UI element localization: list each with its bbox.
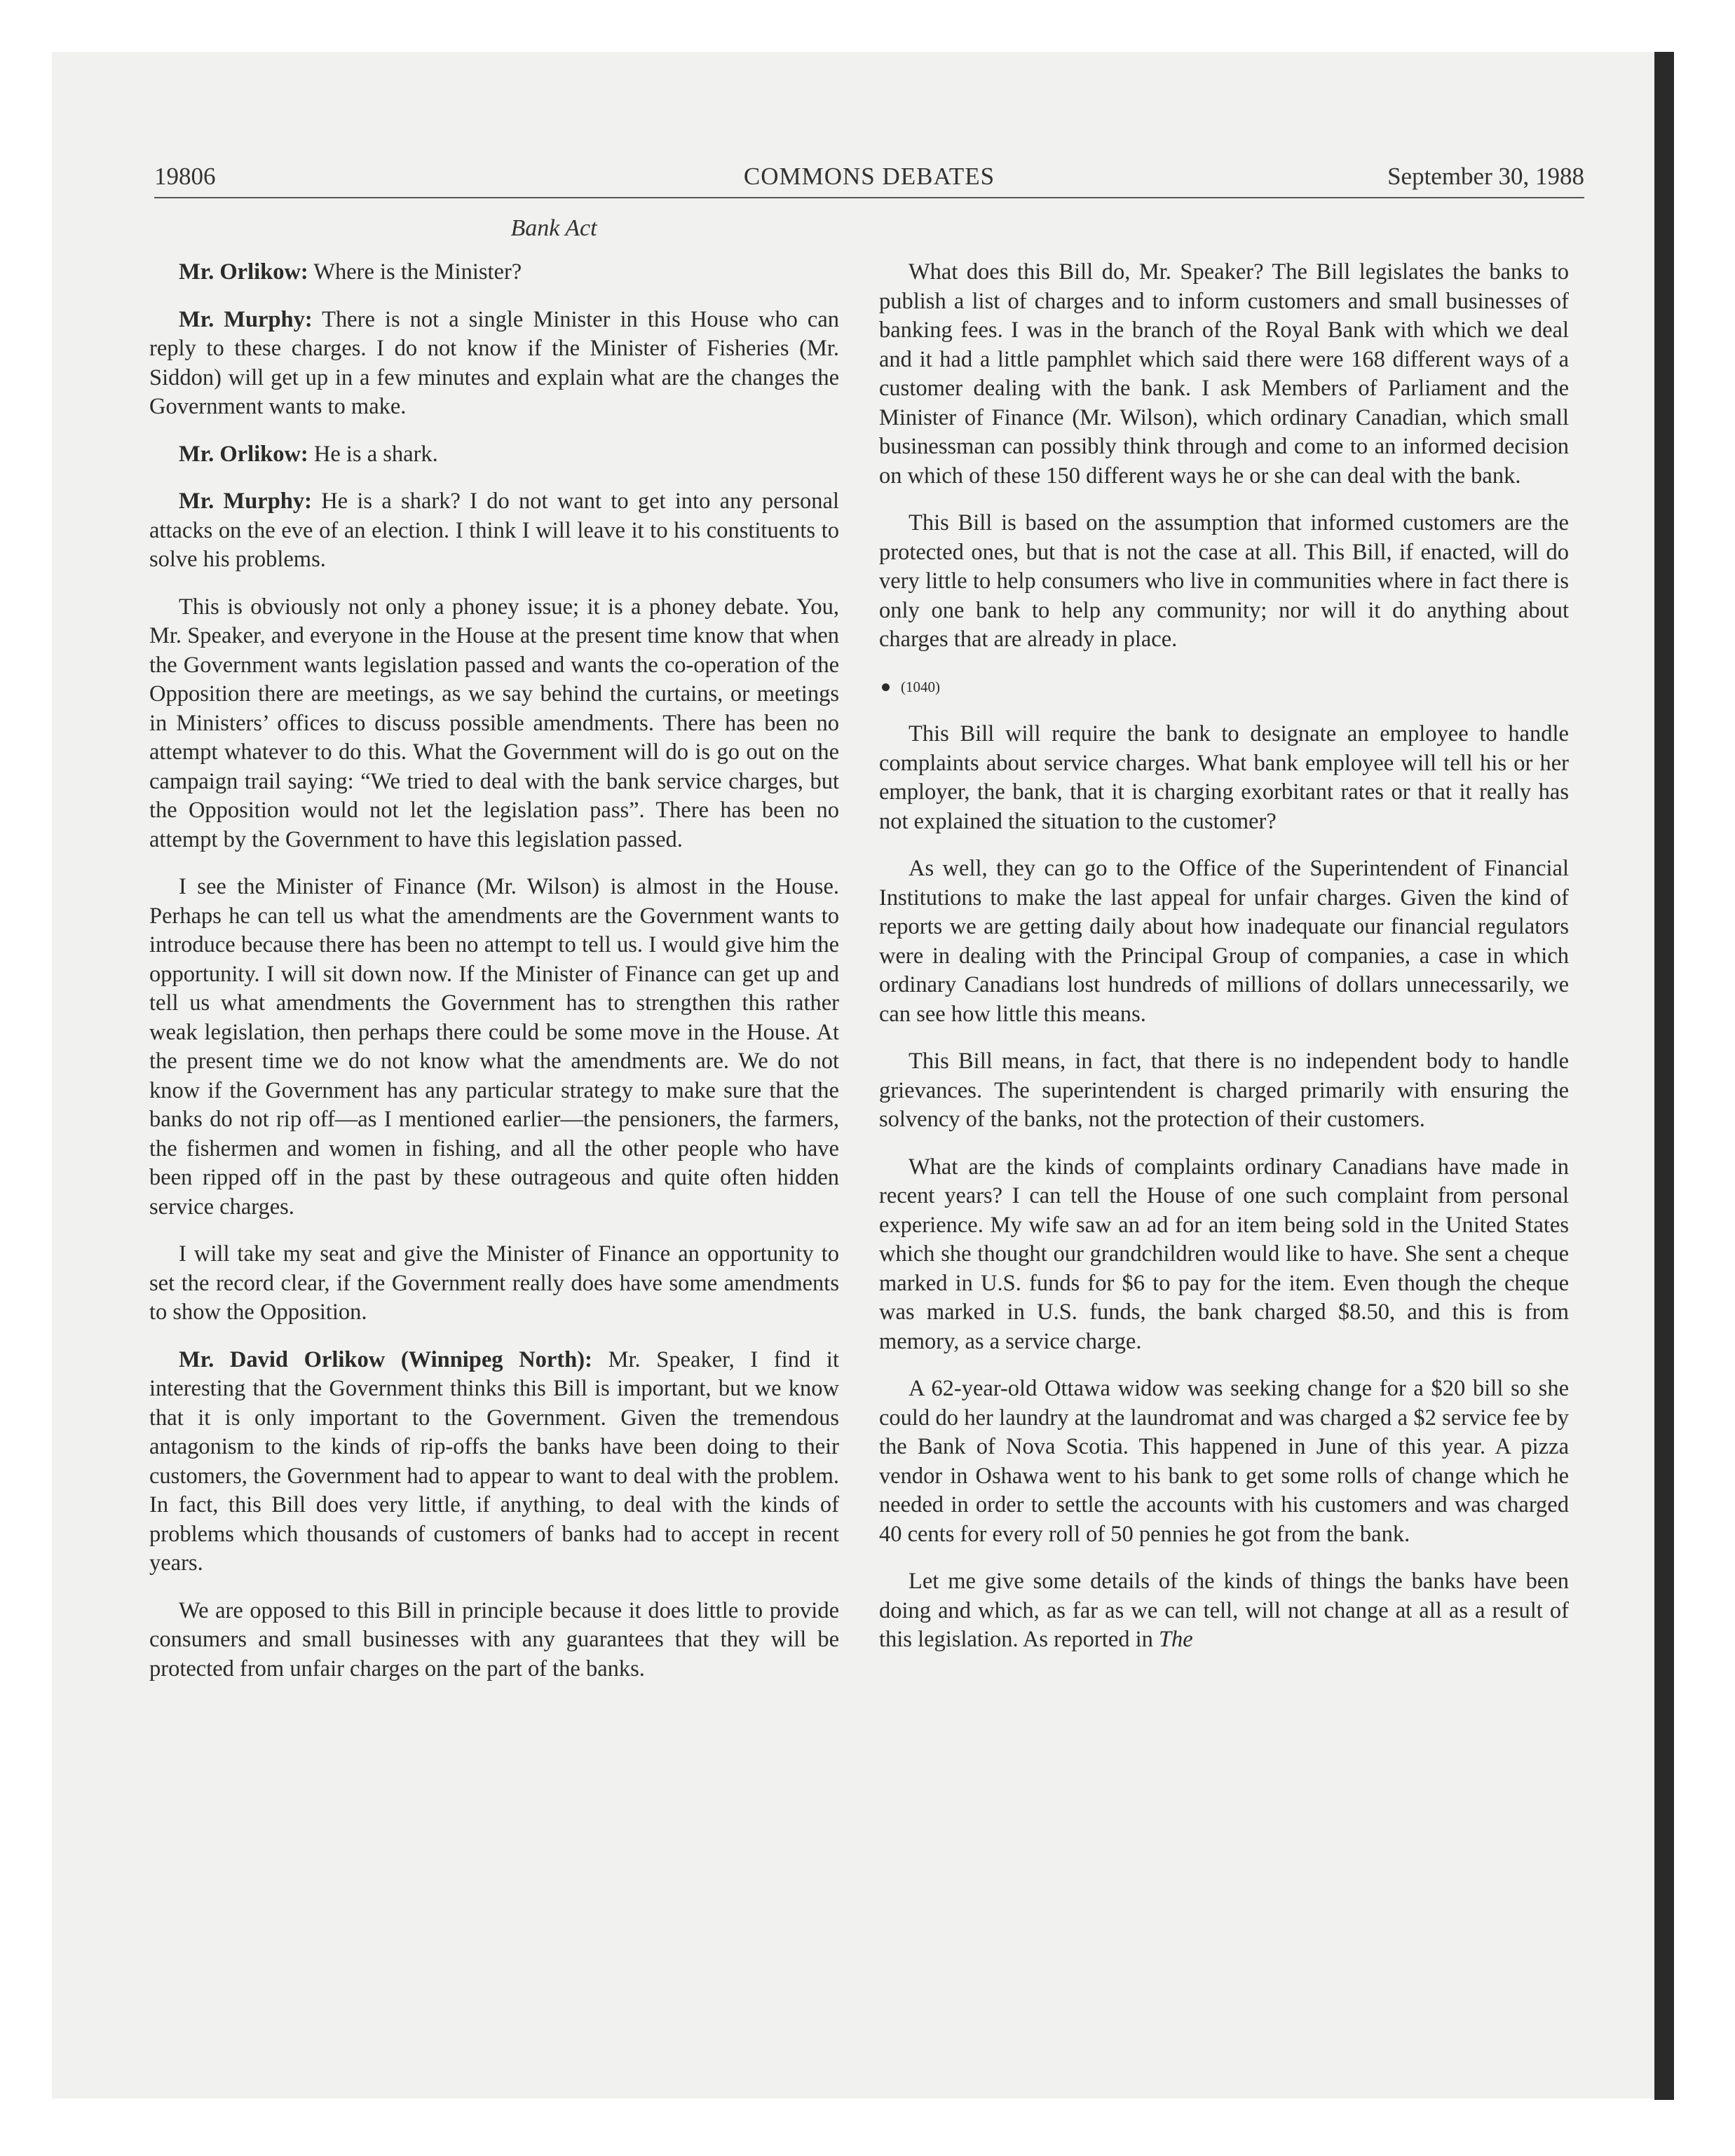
paragraph — [149, 306, 839, 422]
time-marker-text: (1040) — [901, 678, 940, 695]
bullet-icon — [882, 683, 890, 691]
speech-text: Let me give some details of the kinds of things the banks have been doing and which, as far as we can tell, will not change at all as a result of this legislation. As reported in — [879, 1569, 1569, 1652]
italic-text: The — [1158, 1627, 1193, 1652]
paragraph — [879, 1567, 1569, 1655]
paragraph: As well, they can go to the Office of the Superintendent of Financial Institutions to make the last appeal for unfair charges. Given the kind of reports we are getting daily about how inadequate our financial regulators were in dealing with the Principal Group of companies, a case in which ordinary Canadians lost hundreds of millions of dollars unnecessarily, we can see how little this means. — [879, 856, 1569, 1027]
running-head: Bank Act — [510, 215, 597, 241]
paragraph — [149, 487, 839, 575]
paragraph — [149, 1597, 839, 1684]
speaker-name: Mr. Murphy: — [179, 489, 312, 514]
paragraph — [149, 873, 839, 1222]
paragraph — [149, 440, 839, 470]
page-number: 19806 — [154, 163, 216, 190]
speaker-name: Mr. Murphy: — [179, 306, 313, 332]
speech-text: This is obviously not only a phoney issue; it is a phoney debate. You, Mr. Speaker, and everyone in the House at the present time know that when the Government wants legislation passed and wants the co-operation of the Opposition there are meetings, as we say behind the curtains, or meetings in Ministers’ offices to discuss possible amendments. There has been no attempt whatever to do this. What the Government will do is go out on the campaign trail saying: “We tried to deal with the bank service charges, but the Opposition would not let the legislation pass”. There has been no attempt by the Government to have this legislation passed. — [149, 594, 839, 852]
left-column — [149, 258, 839, 1702]
speaker-name: Mr. Orlikow: — [179, 441, 308, 467]
speech-text: We are opposed to this Bill in principle because it does little to provide consumers and small businesses with any guarantees that they will be protected from unfair charges on the part of the banks. — [149, 1597, 839, 1681]
time-marker — [879, 673, 1569, 702]
paragraph — [149, 258, 839, 287]
paragraph: What are the kinds of complaints ordinary Canadians have made in recent years? I can tell the House of one such complaint from personal experience. My wife saw an ad for an item being sold in the United States which she thought our grandchildren would like to have. She sent a cheque marked in U.S. funds for $6 to pay for the item. Even though the cheque was marked in U.S. funds, the bank charged $8.50, and this is from memory, as a service charge. — [879, 1154, 1569, 1354]
speaker-name: Mr. David Orlikow (Winnipeg North): — [179, 1346, 592, 1372]
paragraph — [149, 1240, 839, 1328]
paragraph: What does this Bill do, Mr. Speaker? The Bill legislates the banks to publish a list of charges and to inform customers and small businesses of banking fees. I was in the branch of the Royal Bank with which we deal and it had a little pamphlet which said there were 168 different ways of a customer dealing with the bank. I ask Members of Parliament and the Minister of Finance (Mr. Wilson), which ordinary Canadian, which small businessman can possibly think through and come to an informed decision on which of these 150 different ways he or she can deal with the bank. — [879, 259, 1569, 489]
right-column — [879, 258, 1569, 1673]
paragraph — [149, 593, 839, 855]
speech-text: I will take my seat and give the Minister of Finance an opportunity to set the record clear, if the Government really does have some amendments to show the Opposition. — [149, 1241, 839, 1325]
speech-text: I see the Minister of Finance (Mr. Wilson) is almost in the House. Perhaps he can tell us what the amendments are the Government wants to introduce because there has been no attempt to tell us. I would give him the opportunity. I will sit down now. If the Minister of Finance can get up and tell us what amendments the Government has to strengthen this rather weak legislation, then perhaps there could be some move in the House. At the present time we do not know what the amendments are. We do not know if the Government has any particular strategy to make sure that the banks do not rip off—as I mentioned earlier—the pensioners, the farmers, the fishermen and women in fishing, and all the other people who have been ripped off in the past by these outrageous and quite often hidden service charges. — [149, 874, 839, 1220]
paragraph: This Bill means, in fact, that there is no independent body to handle grievances. The superintendent is charged primarily with ensuring the solvency of the banks, not the protection of their customers. — [879, 1049, 1569, 1132]
scan-edge-bar — [1654, 52, 1674, 2100]
paragraph: This Bill is based on the assumption that informed customers are the protected ones, but that is not the case at all. This Bill, if enacted, will do very little to help consumers who live in communities where in fact there is only one bank to help any community; nor will it do anything about charges that are already in place. — [879, 510, 1569, 652]
speaker-name: Mr. Orlikow: — [179, 259, 308, 285]
publication-title: COMMONS DEBATES — [743, 163, 995, 190]
speech-text: Where is the Minister? — [308, 259, 522, 285]
issue-date: September 30, 1988 — [1387, 163, 1584, 190]
speech-text: Mr. Speaker, I find it interesting that the Government thinks this Bill is important, but we know that it is only important to the Government. Given the tremendous antagonism to the kinds of rip-offs the banks have been doing to their customers, the Government had to appear to want to deal with the problem. In fact, this Bill does very little, if anything, to deal with the kinds of problems which thousands of customers of banks had to accept in recent years. — [149, 1346, 839, 1576]
page-header — [154, 163, 1584, 198]
speech-text: He is a shark. — [308, 441, 438, 467]
header-rule — [154, 197, 1584, 198]
speech-text: There is not a single Minister in this House who can reply to these charges. I do not know if the Minister of Fisheries (Mr. Siddon) will get up in a few minutes and explain what are the changes the Government wants to make. — [149, 306, 840, 419]
paragraph: A 62-year-old Ottawa widow was seeking change for a $20 bill so she could do her laundry at the laundromat and was charged a $2 service fee by the Bank of Nova Scotia. This happened in June of this year. A pizza vendor in Oshawa went to his bank to get some rolls of change which he needed in order to settle the accounts with his customers and was charged 40 cents for every roll of 50 pennies he got from the bank. — [879, 1376, 1569, 1547]
speech-text: He is a shark? I do not want to get into any personal attacks on the eve of an election. I think I will leave it to his constituents to solve his problems. — [149, 489, 839, 572]
paragraph: This Bill will require the bank to designate an employee to handle complaints about service charges. What bank employee will tell his or her employer, the bank, that it is charging exorbitant rates or that it really has not explained the situation to the customer? — [879, 721, 1569, 834]
paragraph — [149, 1346, 839, 1578]
